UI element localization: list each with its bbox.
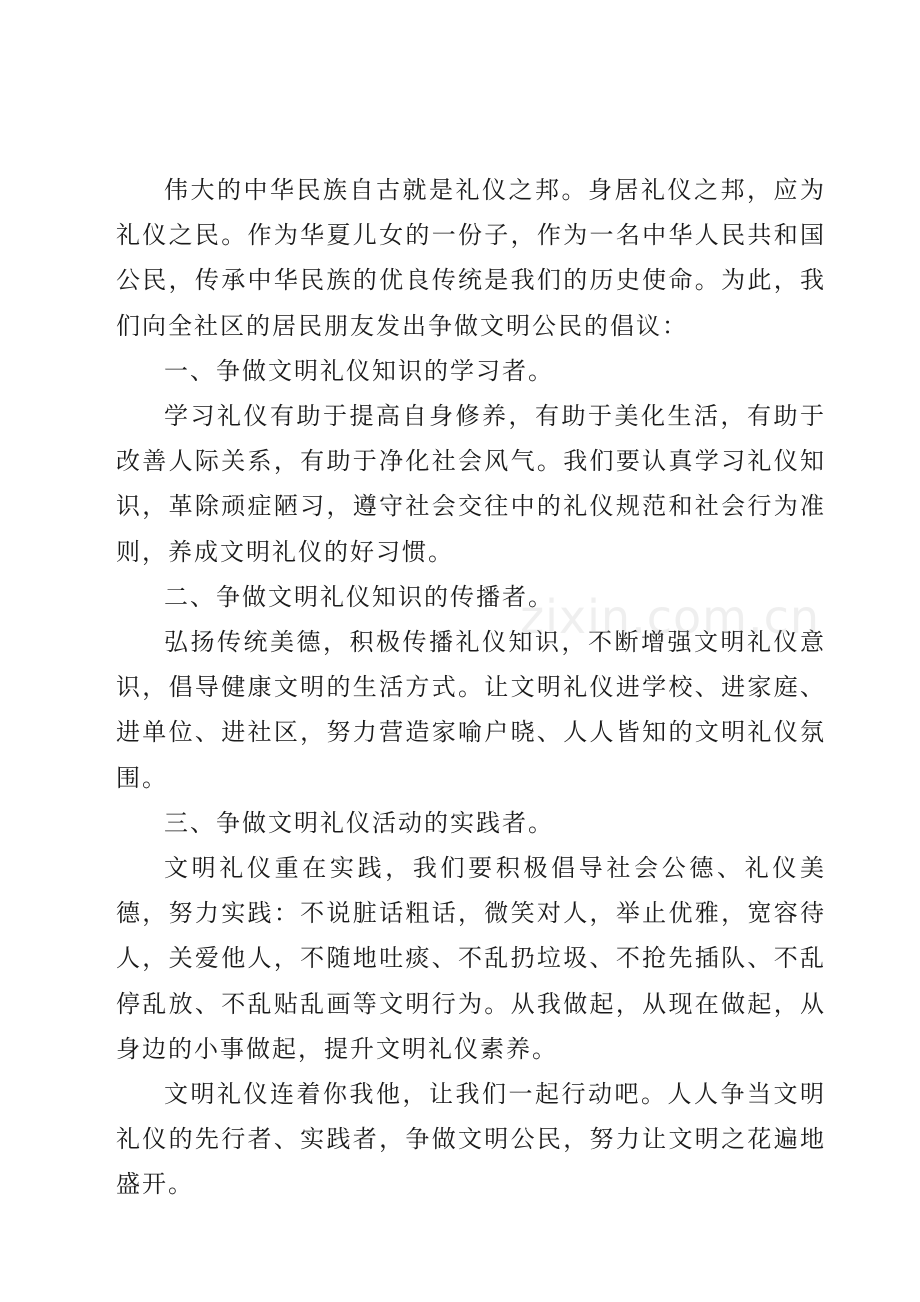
watermark: zixin.com.cn xyxy=(520,590,821,644)
paragraph-section-2: 弘扬传统美德，积极传播礼仪知识，不断增强文明礼仪意识，倡导健康文明的生活方式。让文明礼仪进学校、进家庭、进单位、进社区，努力营造家喻户晓、人人皆知的文明礼仪氛围。 xyxy=(116,628,826,792)
section-heading-3: 三、争做文明礼仪活动的实践者。 xyxy=(164,808,554,837)
paragraph-section-3: 文明礼仪重在实践，我们要积极倡导社会公德、礼仪美德，努力实践：不说脏话粗话，微笑对人，举止优雅，宽容待人，关爱他人，不随地吐痰、不乱扔垃圾、不抢先插队、不乱停乱放、不乱贴乱画等文明行为。从我做起，从现在做起，从身边的小事做起，提升文明礼仪素养。 xyxy=(116,854,826,1063)
section-heading-1: 一、争做文明礼仪知识的学习者。 xyxy=(164,356,554,385)
paragraph-closing: 文明礼仪连着你我他，让我们一起行动吧。人人争当文明礼仪的先行者、实践者，争做文明公民，努力让文明之花遍地盛开。 xyxy=(116,1080,826,1199)
paragraph-intro: 伟大的中华民族自古就是礼仪之邦。身居礼仪之邦，应为礼仪之民。作为华夏儿女的一份子，作为一名中华人民共和国公民，传承中华民族的优良传统是我们的历史使命。为此，我们向全社区的居民朋友发出争做文明公民的倡议： xyxy=(116,176,826,340)
section-heading-2: 二、争做文明礼仪知识的传播者。 xyxy=(164,582,554,611)
document-body xyxy=(116,168,826,1208)
paragraph-section-1: 学习礼仪有助于提高自身修养，有助于美化生活，有助于改善人际关系，有助于净化社会风气。我们要认真学习礼仪知识，革除顽症陋习，遵守社会交往中的礼仪规范和社会行为准则，养成文明礼仪的好习惯。 xyxy=(116,402,826,566)
